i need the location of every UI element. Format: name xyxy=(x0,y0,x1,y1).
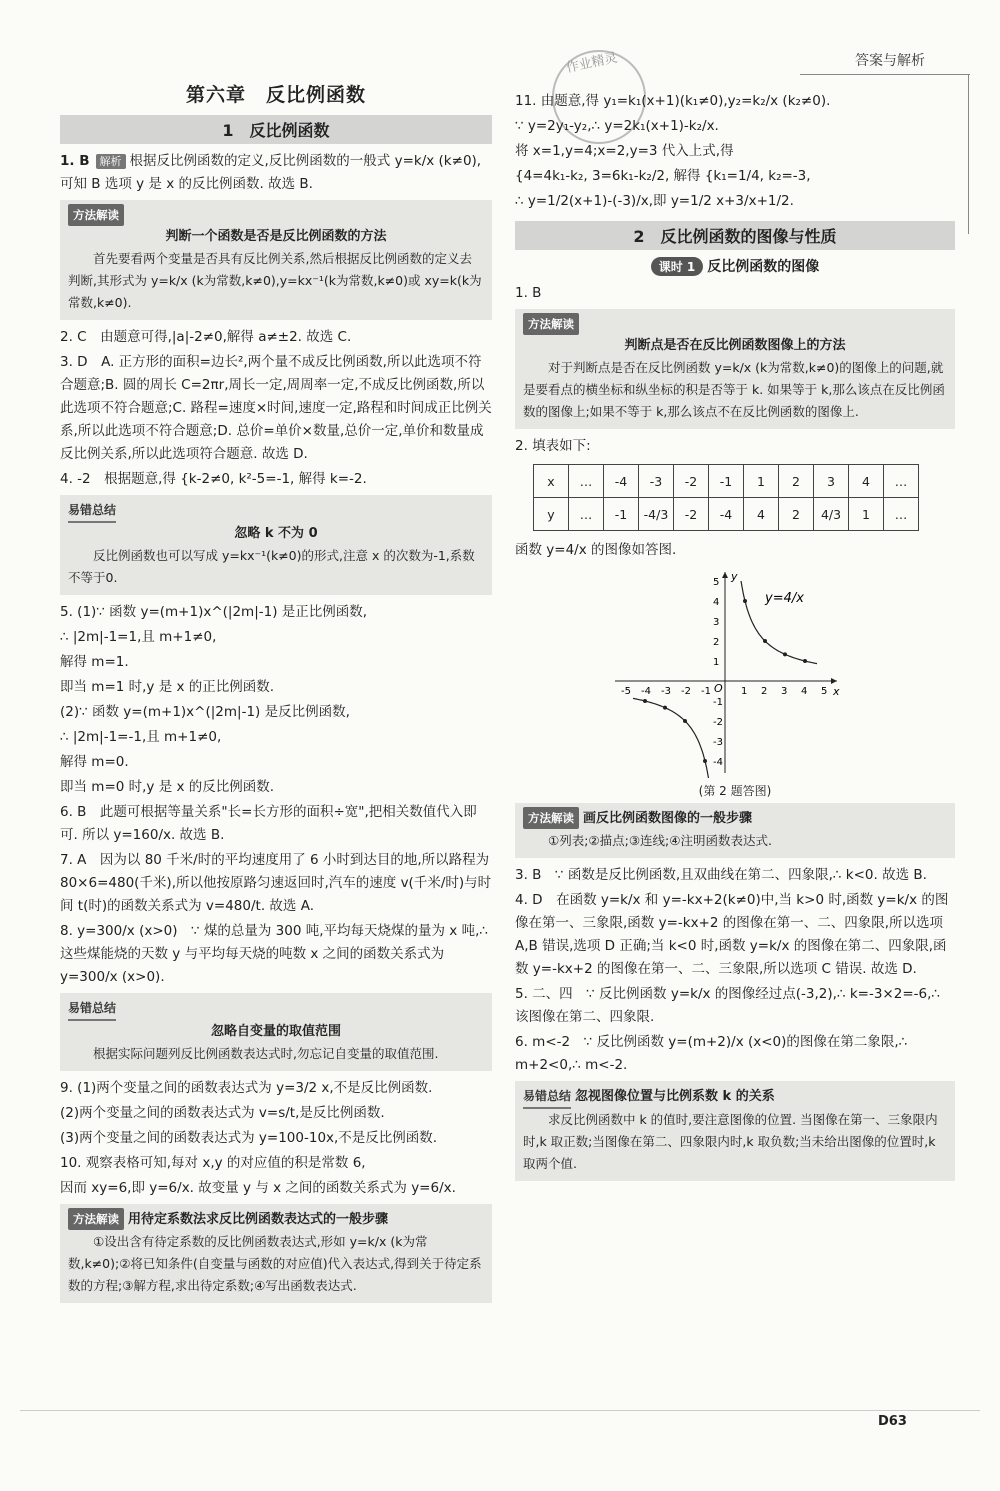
y-tick-label: -3 xyxy=(713,737,723,748)
left-column xyxy=(60,80,492,1309)
answer-r5: 5. 二、四 ∵ 反比例函数 y=k/x 的图像经过点(-3,2),∴ k=-3×2=-6,∴ 该图像在第二、四象限. xyxy=(515,986,940,1025)
answer-line: 10. 观察表格可知,每对 x,y 的对应值的积是常数 6, xyxy=(60,1155,366,1171)
answer-5 xyxy=(60,601,492,799)
answer-7: 7. A 因为以 80 千米/时的平均速度用了 6 小时到达目的地,所以路程为 80×6=480(千米),所以他按原路匀速返回时,汽车的速度 v(千米/时)与时间 t(时)的函数关系式为 v=480/t. 故选 A. xyxy=(60,852,492,914)
answer-line: ∴ y=1/2(x+1)-(-3)/x,即 y=1/2 x+3/x+1/2. xyxy=(515,193,794,209)
answer-line: 11. 由题意,得 y₁=k₁(x+1)(k₁≠0),y₂=k₂/x (k₂≠0). xyxy=(515,93,831,109)
answer-line: {4=4k₁-k₂, 3=6k₁-k₂/2, 解得 {k₁=1/4, k₂=-3, xyxy=(515,168,811,184)
value-table xyxy=(533,464,919,531)
answer-line: 解得 m=1. xyxy=(60,654,129,670)
table-cell: -2 xyxy=(674,465,709,498)
y-tick-label: -4 xyxy=(713,757,723,768)
error-box xyxy=(60,993,492,1071)
box-label: 易错总结 xyxy=(68,499,116,523)
answer-line: 将 x=1,y=4;x=2,y=3 代入上式,得 xyxy=(515,143,734,159)
answer-line: ∴ |2m|-1=-1,且 m+1≠0, xyxy=(60,729,222,745)
section-title: 1 反比例函数 xyxy=(60,115,492,144)
x-axis-label: x xyxy=(833,685,840,698)
table-cell: 2 xyxy=(779,465,814,498)
header-title: 答案与解析 xyxy=(855,53,925,69)
error-box xyxy=(515,1081,955,1181)
box-title: 判断一个函数是否是反比例函数的方法 xyxy=(165,229,387,244)
answer-2: 2. C 由题意可得,|a|-2≠0,解得 a≠±2. 故选 C. xyxy=(60,329,352,345)
answer-6: 6. B 此题可根据等量关系"长=长方形的面积÷宽",把相关数值代入即可. 所以 y=160/x. 故选 B. xyxy=(60,804,477,843)
y-tick-label: 2 xyxy=(713,637,720,648)
analysis-tag: 解析 xyxy=(96,154,126,169)
table-cell: -3 xyxy=(639,465,674,498)
table-cell: 1 xyxy=(744,465,779,498)
x-tick-label: 3 xyxy=(781,686,788,697)
table-cell: -1 xyxy=(604,498,639,531)
box-text: 根据实际问题列反比例函数表达式时,勿忘记自变量的取值范围. xyxy=(93,1046,439,1061)
lesson-pill: 课时 1 xyxy=(651,257,704,276)
lesson-title xyxy=(515,256,955,276)
method-box xyxy=(515,803,955,858)
data-point xyxy=(643,699,647,703)
data-point xyxy=(803,659,807,663)
answer-line: 即当 m=0 时,y 是 x 的反比例函数. xyxy=(60,779,275,795)
box-label: 方法解读 xyxy=(68,204,124,226)
x-tick-label: 4 xyxy=(801,686,808,697)
chapter-title: 第六章 反比例函数 xyxy=(185,84,366,106)
answer-number: 1. B xyxy=(60,153,90,169)
box-text: 求反比例函数中 k 的值时,要注意图像的位置. 当图像在第一、三象限内时,k 取正数;当图像在第二、四象限内时,k 取负数;当未给出图像的位置时,k 取两个值. xyxy=(523,1112,938,1171)
table-cell: 3 xyxy=(814,465,849,498)
page-number: D63 xyxy=(878,1414,907,1429)
table-cell: -2 xyxy=(674,498,709,531)
graph-intro: 函数 y=4/x 的图像如答图. xyxy=(515,542,677,558)
method-box xyxy=(515,309,955,429)
table-cell: -4/3 xyxy=(639,498,674,531)
box-text: ①设出含有待定系数的反比例函数表达式,形如 y=k/x (k为常数,k≠0);②将已知条件(自变量与函数的对应值)代入表达式,得到关于待定系数的方程;③解方程,求出待定系数;④写出函数表达式. xyxy=(68,1234,482,1293)
y-tick-label: 4 xyxy=(713,597,720,608)
header-divider-vertical xyxy=(968,74,969,234)
box-label: 方法解读 xyxy=(523,807,579,829)
answer-text: 根据反比例函数的定义,反比例函数的一般式 y=k/x (k≠0),可知 B 选项 y 是 x 的反比例函数. 故选 B. xyxy=(60,153,482,192)
x-tick-label: -1 xyxy=(701,686,711,697)
answer-3: 3. D A. 正方形的面积=边长²,两个量不成反比例函数,所以此选项不符合题意;B. 圆的周长 C=2πr,周长一定,周周率一定,不成反比例函数,所以此选项不符合题意;C. 路程=速度×时间,速度一定,路程和时间成正比例关系,所以此选项不符合题意;D. 总价=单价×数量,总价一定,单价和数量成反比例关系,所以此选项符合题意. 故选 D. xyxy=(60,354,492,462)
table-cell: 4 xyxy=(849,465,884,498)
box-title: 画反比例函数图像的一般步骤 xyxy=(582,811,752,826)
answer-1 xyxy=(60,150,492,196)
x-tick-label: -2 xyxy=(681,686,691,697)
footer-divider xyxy=(20,1410,980,1411)
x-tick-label: -5 xyxy=(621,686,631,697)
answer-line: (3)两个变量之间的函数表达式为 y=100-10x,不是反比例函数. xyxy=(60,1130,438,1146)
x-tick-label: 5 xyxy=(821,686,828,697)
answer-line: ∵ y=2y₁-y₂,∴ y=2k₁(x+1)-k₂/x. xyxy=(515,118,719,134)
y-axis-arrow xyxy=(722,572,728,578)
table-cell: 2 xyxy=(779,498,814,531)
box-title: 忽略 k 不为 0 xyxy=(234,526,318,541)
box-text: 对于判断点是否在反比例函数 y=k/x (k为常数,k≠0)的图像上的问题,就是要看点的横坐标和纵坐标的积是否等于 k. 如果等于 k,那么该点在反比例函数的图像上;如果不等于 k,那么该点不在反比例函数的图像上. xyxy=(523,360,945,419)
header-divider xyxy=(800,74,970,75)
answer-9 xyxy=(60,1077,492,1150)
y-axis-label: y xyxy=(731,570,738,583)
box-title: 用待定系数法求反比例函数表达式的一般步骤 xyxy=(127,1212,388,1227)
data-point xyxy=(663,706,667,710)
section-title: 2 反比例函数的图像与性质 xyxy=(515,221,955,250)
table-cell: y xyxy=(534,498,569,531)
box-text: 反比例函数也可以写成 y=kx⁻¹(k≠0)的形式,注意 x 的次数为-1,系数不等于0. xyxy=(68,548,475,585)
curve-label: y=4/x xyxy=(765,591,804,606)
error-box xyxy=(60,495,492,595)
right-column xyxy=(515,88,955,1187)
answer-line: (2)∵ 函数 y=(m+1)x^(|2m|-1) 是反比例函数, xyxy=(60,704,350,720)
table-cell: -4 xyxy=(604,465,639,498)
table-cell: -1 xyxy=(709,465,744,498)
x-tick-label: -4 xyxy=(641,686,651,697)
answer-r3: 3. B ∵ 函数是反比例函数,且双曲线在第二、四象限,∴ k<0. 故选 B. xyxy=(515,867,927,883)
table-cell: … xyxy=(884,498,919,531)
answer-10 xyxy=(60,1152,492,1200)
table-cell: … xyxy=(569,465,604,498)
method-box xyxy=(60,1204,492,1303)
answer-11 xyxy=(515,90,955,213)
table-cell: 4 xyxy=(744,498,779,531)
answer-line: 9. (1)两个变量之间的函数表达式为 y=3/2 x,不是反比例函数. xyxy=(60,1080,433,1096)
answer-r2: 2. 填表如下: xyxy=(515,438,591,454)
box-label: 方法解读 xyxy=(68,1208,124,1230)
data-point xyxy=(763,639,767,643)
answer-line: 即当 m=1 时,y 是 x 的正比例函数. xyxy=(60,679,275,695)
y-tick-label: -1 xyxy=(713,697,723,708)
table-cell: x xyxy=(534,465,569,498)
answer-r6: 6. m<-2 ∵ 反比例函数 y=(m+2)/x (x<0)的图像在第二象限,∴ m+2<0,∴ m<-2. xyxy=(515,1034,908,1073)
answer-r1: 1. B xyxy=(515,285,542,301)
watermark-stamp: 作业精灵 xyxy=(543,41,654,152)
table-cell: -4 xyxy=(709,498,744,531)
answer-line: (2)两个变量之间的函数表达式为 v=s/t,是反比例函数. xyxy=(60,1105,385,1121)
box-label: 易错总结 xyxy=(523,1085,571,1109)
graph-caption: (第 2 题答图) xyxy=(698,784,772,798)
box-label: 方法解读 xyxy=(523,313,579,335)
data-point xyxy=(703,759,707,763)
data-point xyxy=(683,719,687,723)
box-text: ①列表;②描点;③连线;④注明函数表达式. xyxy=(548,833,772,848)
box-title: 忽略自变量的取值范围 xyxy=(210,1024,341,1039)
answer-line: 因而 xy=6,即 y=6/x. 故变量 y 与 x 之间的函数关系式为 y=6/x. xyxy=(60,1180,456,1196)
table-row-x xyxy=(534,465,919,498)
x-tick-label: -3 xyxy=(661,686,671,697)
x-axis-arrow xyxy=(831,678,837,684)
x-tick-label: 2 xyxy=(761,686,768,697)
answer-line: ∴ |2m|-1=1,且 m+1≠0, xyxy=(60,629,217,645)
data-point xyxy=(783,652,787,656)
y-tick-label xyxy=(713,777,723,778)
answer-r4: 4. D 在函数 y=k/x 和 y=-kx+2(k≠0)中,当 k>0 时,函数 y=k/x 的图像在第一、三象限,函数 y=-kx+2 的图像在第一、二、四象限,所以选项 A,B 错误,选项 D 正确;当 k<0 时,函数 y=k/x 的图像在第二、四象限,函数 y=-kx+2 的图像在第一、二、三象限,所以选项 C 错误. 故选 D. xyxy=(515,892,949,977)
box-text: 首先要看两个变量是否具有反比例关系,然后根据反比例函数的定义去判断,其形式为 y=k/x (k为常数,k≠0),y=kx⁻¹(k为常数,k≠0)或 xy=k(k为常数,k≠0). xyxy=(68,251,482,310)
y-tick-label: 1 xyxy=(713,657,720,668)
table-cell: … xyxy=(884,465,919,498)
y-tick-label: 5 xyxy=(713,577,720,588)
lesson-name: 反比例函数的图像 xyxy=(707,259,820,275)
answer-line: 解得 m=0. xyxy=(60,754,129,770)
curve-branch-2 xyxy=(633,698,709,778)
answer-8: 8. y=300/x (x>0) ∵ 煤的总量为 300 吨,平均每天烧煤的量为 x 吨,∴ 这些煤能烧的天数 y 与平均每天烧的吨数 x 之间的函数关系式为 y=300/x (x>0). xyxy=(60,923,488,985)
box-title: 忽视图像位置与比例系数 k 的关系 xyxy=(575,1089,775,1104)
hyperbola-graph xyxy=(605,568,845,778)
table-row-y xyxy=(534,498,919,531)
y-tick-label: -2 xyxy=(713,717,723,728)
answer-line: 5. (1)∵ 函数 y=(m+1)x^(|2m|-1) 是正比例函数, xyxy=(60,604,368,620)
box-title: 判断点是否在反比例函数图像上的方法 xyxy=(624,338,846,353)
method-box xyxy=(60,200,492,320)
table-cell: 1 xyxy=(849,498,884,531)
origin-label: O xyxy=(714,682,723,695)
box-label: 易错总结 xyxy=(68,997,116,1021)
answer-4: 4. -2 根据题意,得 {k-2≠0, k²-5=-1, 解得 k=-2. xyxy=(60,471,367,487)
table-cell: 4/3 xyxy=(814,498,849,531)
x-tick-label: 1 xyxy=(741,686,748,697)
y-tick-label: 3 xyxy=(713,617,720,628)
table-cell: … xyxy=(569,498,604,531)
data-point xyxy=(743,599,747,603)
tick-group xyxy=(621,577,827,778)
